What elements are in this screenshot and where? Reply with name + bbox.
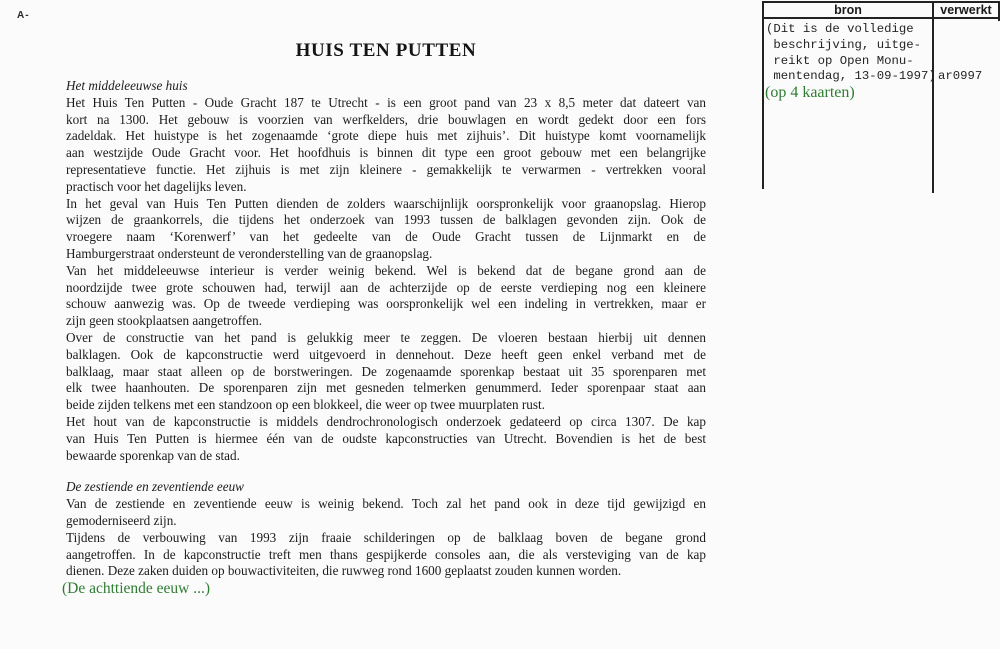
paragraph-line: practisch voor het dagelijks leven. [66,178,247,194]
source-log-table [762,0,1000,200]
paragraph-line: noordzijde twee grote schouwen had, terwijl aan de achterzijde op de eerste verdieping nog een kleinere [66,279,706,295]
bron-column-header: bron [834,3,862,17]
paragraph-line: wijzen de graankorrels, die tijdens het onderzoek van 1993 tussen de balklagen gevonden zijn. Ook de [66,212,706,228]
paragraph-line: gemoderniseerd zijn. [66,512,177,528]
paragraph-line: Het Huis Ten Putten - Oude Gracht 187 te Utrecht - is een groot pand van 23 x 8,5 meter dat dateert van [66,94,706,110]
bron-entry-line: mentendag, 13-09-1997) [766,69,936,84]
paragraph-line: van Huis Ten Putten is hiermee één van de oudste kapconstructies van Utrecht. Bovendien is het de best [66,430,706,446]
document-annotation: (De achttiende eeuw ...) [62,580,211,598]
paragraph-line: zadeldak. Het huistype is het zogenaamde ‘grote diepe huis met zijhuis’. Dit huistype komt voornamelijk [66,128,706,144]
bron-entry-line: (Dit is de volledige [766,22,914,36]
paragraph-line: elk twee haanhouten. De sporenparen zijn met gesneden telmerken genummerd. Ieder sporenpaar staat aan [66,380,706,396]
article-section [66,78,706,464]
page-title: HUIS TEN PUTTEN [295,40,477,61]
paragraph-line: dienen. Deze zaken duiden op bouwactiviteiten, die ruwweg rond 1600 geplaatst zouden kunnen worden. [66,563,622,579]
paragraph [66,95,706,196]
bron-entry-text [766,22,936,85]
paragraph-line: aan westzijde Oude Gracht voor. Het hoofdhuis is binnen dit type een groot gebouw met een belangrijke [66,145,706,161]
paragraph [66,530,706,580]
paragraph-line: schouw aanwezig was. Op de tweede verdieping was oorspronkelijk wel een indeling in vertrekken, maar er [66,296,706,312]
paragraph-line: Van het middeleeuwse interieur is verder weinig bekend. Wel is bekend dat de begane grond aan de [66,262,706,278]
paragraph-line: In het geval van Huis Ten Putten dienden de zolders waarschijnlijk oorspronkelijk voor graanopslag. Hierop [66,195,706,211]
paragraph [66,263,706,330]
paragraph [66,330,706,414]
table-left-border [762,1,764,189]
paragraph-line: kort na 1300. Het gebouw is voorzien van werfkelders, drie bouwlagen en wordt gedekt door een fors [66,111,706,127]
corner-mark: A- [17,10,30,21]
article-section [66,479,706,580]
section-heading: De zestiende en zeventiende eeuw [66,479,244,495]
paragraph-line: balklagen. Ook de kapconstructie werd uitgevoerd in dennehout. Deze heeft geen enkel verband met de [66,346,706,362]
paragraph-line: Het hout van de kapconstructie is middels dendrochronologisch onderzoek gedateerd op circa 1307. De kap [66,413,706,429]
paragraph [66,496,706,530]
paragraph [66,414,706,464]
paragraph-line: representatieve functie. Het zijhuis is met zijn kleinere - gemakkelijk te verwarmen - vertrekken vooral [66,161,706,177]
paragraph-line: Hamburgerstraat ondersteunt de veronderstelling van de graanopslag. [66,245,433,261]
article-body [62,78,706,598]
paragraph-line: zijn geen stookplaatsen aangetroffen. [66,313,263,329]
bron-entry-annotation: (op 4 kaarten) [765,84,855,101]
section-heading: Het middeleeuwse huis [66,78,188,93]
paragraph-line: balklaag, maar staat alleen op de borstweringen. De zogenaamde sporenkap bestaat uit 35 sporenparen met [66,363,706,379]
table-header-border [762,17,1000,19]
paragraph-line: Tijdens de verbouwing van 1993 zijn fraaie schilderingen op de balklaag boven de begane grond [66,529,706,545]
paragraph-line: Van de zestiende en zeventiende eeuw is weinig bekend. Toch zal het pand ook in deze tijd gewijzigd en [66,496,706,512]
paragraph-line: vroegere naam ‘Korenwerf’ van het gedeelte van de Oude Gracht tussen de Lijnmarkt en de [66,229,706,245]
verwerkt-column-header: verwerkt [940,3,992,17]
bron-entry-line: reikt op Open Monu- [766,53,914,68]
bron-entry-line: beschrijving, uitge- [766,37,921,52]
paragraph [66,196,706,263]
paragraph-line: aangetroffen. In de kapconstructie treft men thans gespijkerde consoles aan, die als versteviging van de kap [66,546,706,562]
verwerkt-entry-value: ar0997 [938,69,983,83]
paragraph-line: beide zijden telkens met een standzoon op een blokkeel, die weer op twee muurplaten rust. [66,397,545,413]
paragraph-line: Over de constructie van het pand is gelukkig meer te zeggen. De vloeren bestaan hierbij uit dennen [66,329,706,345]
paragraph-line: bewaarde sporenkap van de stad. [66,447,240,463]
